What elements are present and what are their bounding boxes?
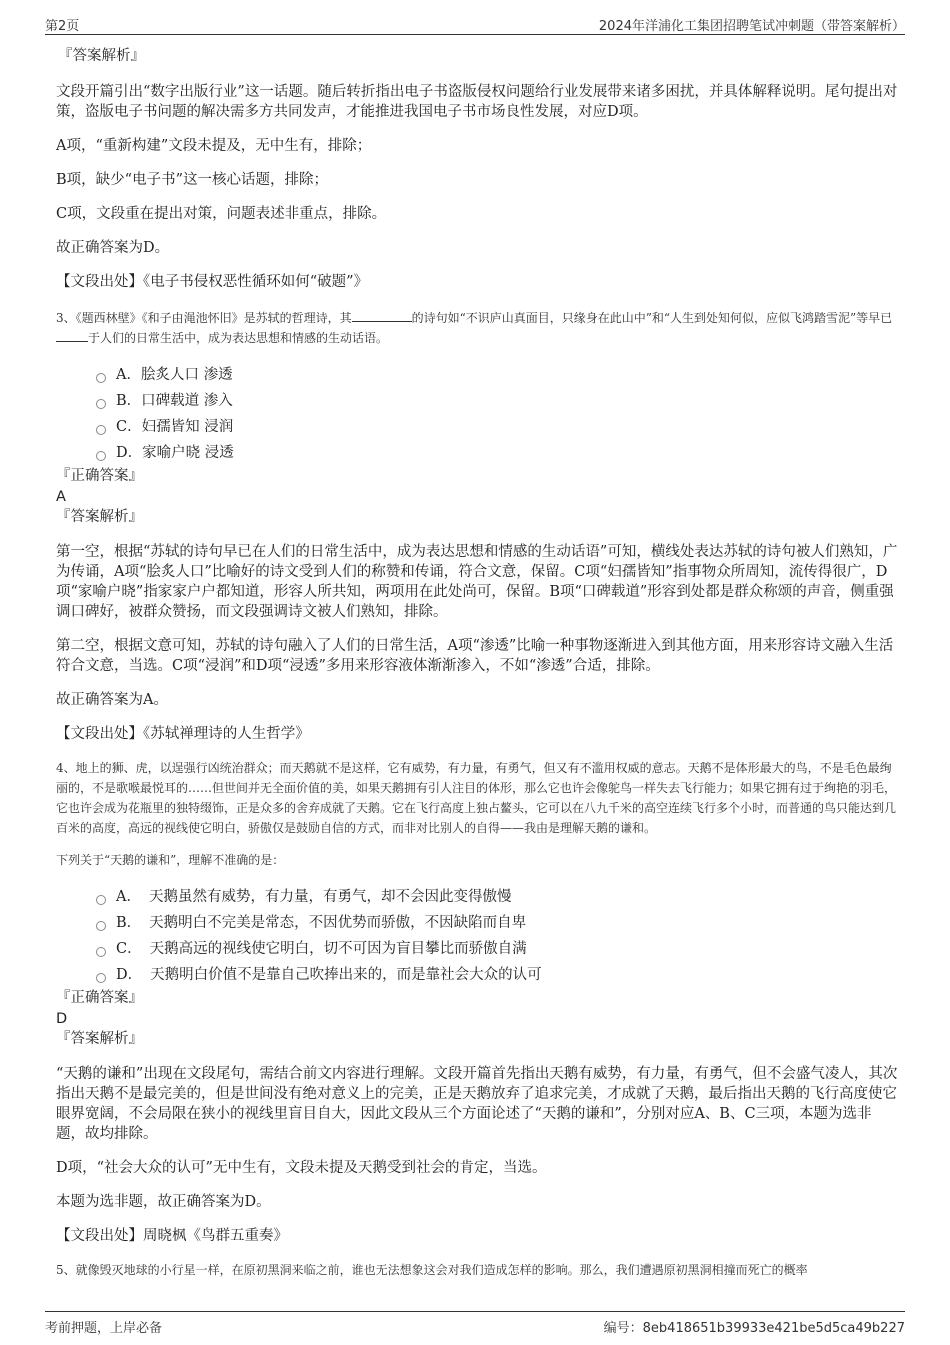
correct-answer-heading: 『正确答案』: [56, 468, 143, 484]
analysis-paragraph: 故正确答案为D。: [56, 240, 170, 256]
question-3-options: [56, 362, 900, 466]
page-footer: [45, 1311, 905, 1338]
page-number: 第2页: [45, 19, 80, 34]
correct-answer: D: [56, 1011, 68, 1027]
radio-icon[interactable]: [96, 921, 106, 931]
radio-icon[interactable]: [96, 373, 106, 383]
option-a[interactable]: A． 脍炙人口 渗透: [96, 362, 900, 388]
option-b[interactable]: B． 口碑载道 渗入: [96, 388, 900, 414]
page-content: [56, 46, 900, 1280]
analysis-paragraph: B项，缺少“电子书”这一核心话题，排除；: [56, 172, 328, 188]
question-3-blank-2: [56, 329, 88, 342]
analysis-paragraph: “天鹅的谦和”出现在文段尾句，需结合前文内容进行理解。文段开篇首先指出天鹅有威势，有力量，有勇气，但不会盛气凌人，其次指出天鹅不是最完美的，但是世间没有绝对意义上的完美，正是天鹅放弃了追求完美，才成就了天鹅，最后指出天鹅的飞行高度使它眼界宽阔，不会局限在狭小的视线里盲目自大，因此文段从三个方面论述了“天鹅的谦和”，分别对应A、B、C三项，本题为选非题，故均排除。: [56, 1066, 898, 1142]
source-citation: 【文段出处】《苏轼禅理诗的人生哲学》: [56, 726, 310, 742]
question-4-prompt: 下列关于“天鹅的谦和”，理解不准确的是：: [56, 853, 285, 867]
analysis-paragraph: 第一空，根据“苏轼的诗句早已在人们的日常生活中，成为表达思想和情感的生动话语”可知，横线处表达苏轼的诗句被人们熟知，广为传诵，A项“脍炙人口”比喻好的诗文受到人们的称赞和传诵，符合文意，保留。C项“妇孺皆知”指事物众所周知，流传得很广，D项“家喻户晓”指家家户户都知道，形容人所共知，两项用在此处尚可，保留。B项“口碑载道”形容到处都是群众称颂的声音，侧重强调口碑好，被群众赞扬，而文段强调诗文被人们熟知，排除。: [56, 544, 898, 620]
analysis-paragraph: A项，“重新构建”文段未提及，无中生有，排除；: [56, 138, 372, 154]
radio-icon[interactable]: [96, 425, 106, 435]
analysis-paragraph: D项，“社会大众的认可”无中生有，文段未提及天鹅受到社会的肯定，当选。: [56, 1160, 547, 1176]
question-3-blank-1: [352, 309, 412, 322]
option-c[interactable]: C． 天鹅高远的视线使它明白，切不可因为盲目攀比而骄傲自满: [96, 936, 900, 962]
analysis-heading: 『答案解析』: [56, 509, 143, 525]
document-code: 编号：8eb418651b39933e421be5d5ca49b227: [603, 1321, 905, 1336]
question-4-options: [56, 884, 900, 988]
option-d[interactable]: D． 家喻户晓 浸透: [96, 440, 900, 466]
document-title: 2024年洋浦化工集团招聘笔试冲刺题（带答案解析）: [598, 19, 905, 34]
analysis-heading: 『答案解析』: [58, 48, 145, 64]
radio-icon[interactable]: [96, 399, 106, 409]
question-4-text: 4、地上的狮、虎，以逞强行凶统治群众；而天鹅就不是这样，它有威势，有力量，有勇气，但又有不滥用权威的意志。天鹅不是体形最大的鸟，不是毛色最绚丽的，不是歌喉最悦耳的……但世间并无全面价值的美，如果天鹅拥有引人注目的体形，那么它也许会像鸵鸟一样失去飞行能力；如果它拥有过于绚艳的羽毛，它也许会成为花瓶里的独特缀饰，正是众多的舍弃成就了天鹅。它在飞行高度上独占鳌头，它可以在八九千米的高空连续飞行多个小时，而普通的鸟只能达到几百米的高度，高远的视线使它明白，骄傲仅是鼓励自信的方式，而非对比别人的自得——我由是理解天鹅的谦和。: [56, 761, 897, 835]
radio-icon[interactable]: [96, 947, 106, 957]
analysis-paragraph: 第二空，根据文意可知，苏轼的诗句融入了人们的日常生活，A项“渗透”比喻一种事物逐渐进入到其他方面，用来形容诗文融入生活符合文意，当选。C项“浸润”和D项“浸透”多用来形容液体渐渐渗入，不如“渗透”合适，排除。: [56, 638, 894, 674]
option-a[interactable]: A． 天鹅虽然有威势，有力量，有勇气，却不会因此变得傲慢: [96, 884, 900, 910]
source-citation: 【文段出处】周晓枫《鸟群五重奏》: [56, 1228, 288, 1244]
analysis-paragraph: 故正确答案为A。: [56, 692, 168, 708]
question-3-text: 3、《题西林壁》《和子由渑池怀旧》是苏轼的哲理诗，其 的诗句如“不识庐山真面目，只缘身在此山中”和“人生到处知何似，应似飞鸿踏雪泥”等早已于人们的日常生活中，成为表达思想和情感的生动话语。: [56, 311, 893, 345]
analysis-paragraph: C项，文段重在提出对策，问题表述非重点，排除。: [56, 206, 387, 222]
analysis-paragraph: 本题为选非题，故正确答案为D。: [56, 1194, 271, 1210]
question-5-text: 5、就像毁灭地球的小行星一样，在原初黑洞来临之前，谁也无法想象这会对我们造成怎样的影响。那么，我们遭遇原初黑洞相撞而死亡的概率: [56, 1263, 808, 1277]
radio-icon[interactable]: [96, 451, 106, 461]
option-c[interactable]: C． 妇孺皆知 浸润: [96, 414, 900, 440]
radio-icon[interactable]: [96, 895, 106, 905]
analysis-paragraph: 文段开篇引出“数字出版行业”这一话题。随后转折指出电子书盗版侵权问题给行业发展带来诸多困扰，并具体解释说明。尾句提出对策，盗版电子书问题的解决需多方共同发声，才能推进我国电子书市场良性发展，对应D项。: [56, 84, 898, 120]
page-header: [45, 10, 905, 35]
source-citation: 【文段出处】《电子书侵权恶性循环如何“破题”》: [56, 274, 369, 290]
analysis-heading: 『答案解析』: [56, 1031, 143, 1047]
option-b[interactable]: B． 天鹅明白不完美是常态，不因优势而骄傲，不因缺陷而自卑: [96, 910, 900, 936]
option-d[interactable]: D． 天鹅明白价值不是靠自己吹捧出来的，而是靠社会大众的认可: [96, 962, 900, 988]
correct-answer-heading: 『正确答案』: [56, 990, 143, 1006]
footer-slogan: 考前押题，上岸必备: [45, 1321, 163, 1336]
radio-icon[interactable]: [96, 973, 106, 983]
correct-answer: A: [56, 489, 66, 505]
